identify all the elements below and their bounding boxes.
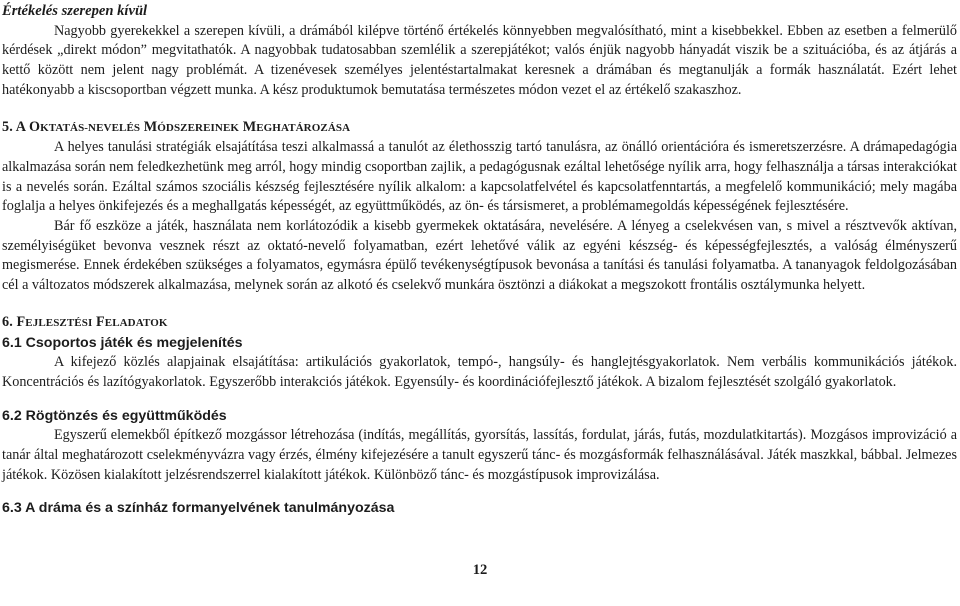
section-6-title: 6. FEJLESZTÉSI FELADATOK [2, 313, 168, 330]
paragraph-evaluation: Nagyobb gyerekekkel a szerepen kívüli, a drámából kilépve történő értékelés könnyebben megvalósítható, mint a kisebbekkel. Ebben az esetben a felmerülő kérdések „direkt módon” megvitathatók. A nagyobbak tudatosabban szemlélik a szerepjátékot; valós énjük nagyobb hányadát viszik be a szituációba, és az átjárás a kettő között nem jelent nagy problémát. A tizenévesek személyes jelentéstartalmakat keresnek a drámában és megtanulják a formák használatát. Ezért lehet hatékonyabb a kiscsoportban végzett munka. A kész produktumok bemutatása természetes módon vezet el az értékelő szakaszhoz. [2, 22, 957, 98]
subsection-6-2-title: 6.2 Rögtönzés és együttműködés [2, 407, 227, 424]
subsection-6-1-title: 6.1 Csoportos játék és megjelenítés [2, 334, 243, 351]
section-5-title: 5. A OKTATÁS-NEVELÉS MÓDSZEREINEK MEGHATÁROZÁSA [2, 118, 351, 135]
paragraph-group-play: A kifejező közlés alapjainak elsajátítása: artikulációs gyakorlatok, tempó-, hangsúly- és hanglejtésgyakorlatok. Nem verbális kommunikációs játékok. Koncentrációs és lazítógyakorlatok. Egyszerőbb interakciós játékok. Egyensúly- és koordinációfejlesztő játékok. A bizalom fejlesztését szolgáló gyakorlatok. [2, 354, 957, 390]
section-heading: Értékelés szerepen kívül [2, 3, 148, 19]
subsection-6-3-title: 6.3 A dráma és a színház formanyelvének tanulmányozása [2, 500, 395, 517]
paragraph-improvisation: Egyszerű elemekből építkező mozgássor létrehozása (indítás, megállítás, gyorsítás, lassítás, fordulat, járás, futás, mozdulatkitartás). Mozgásos improvizáció a tanár által meghatározott cselekményvázra vagy érzés, élmény kifejezésére a tanult egyszerű tánc- és mozgásformák felhasználásával. Játék maszkkal, bábbal. Jelmezes játékok. Közösen kialakított jelzésrendszerrel kialakított játékok. Különböző tánc- és mozgástípusok improvizálása. [2, 427, 957, 483]
paragraph-learning-strategies: A helyes tanulási stratégiák elsajátítása teszi alkalmassá a tanulót az élethosszig tartó tanulásra, az önálló orientációra és ismeretszerzésre. A drámapedagógia alkalmazása során nem feledkezhetünk meg arról, hogy mindig csoportban zajlik, a pedagógusnak ezáltal lehetősége nyílik arra, hogy felhasználja a társas interakciókat is a nevelés során. Ezáltal számos szociális készség fejlesztésére nyílik alkalom: a kapcsolatfelvétel és kapcsolatfenntartás, a megfelelő kommunikáció; mely magába foglalja a helyes önkifejezés és a meghallgatás képességét, az együttműködés, az ön- és társismeret, a problémamegoldás képességének fejlesztésére. [2, 139, 957, 215]
paragraph-play-methods: Bár fő eszköze a játék, használata nem korlátozódik a kisebb gyermekek oktatására, nevelésére. A lényeg a cselekvésen van, s mivel a résztvevők aktívan, személyiségüket bevonva vesznek részt az oktató-nevelő folyamatban, ezért lehetővé válik az egyéni készség- és képességfejlesztés, a valóság élményszerű megismerése. Ennek érdekében szükséges a folyamatos, egymásra épülő tevékenységtípusok bevonása a tanítási és tanulási folyamatba. A tananyagok feldolgozásában cél a változatos módszerek alkalmazása, melynek során az alkotó és cselekvő munkára ösztönzi a diákokat a megszokott frontális osztálymunka helyett. [2, 218, 957, 294]
page-number: 12 [472, 562, 488, 578]
